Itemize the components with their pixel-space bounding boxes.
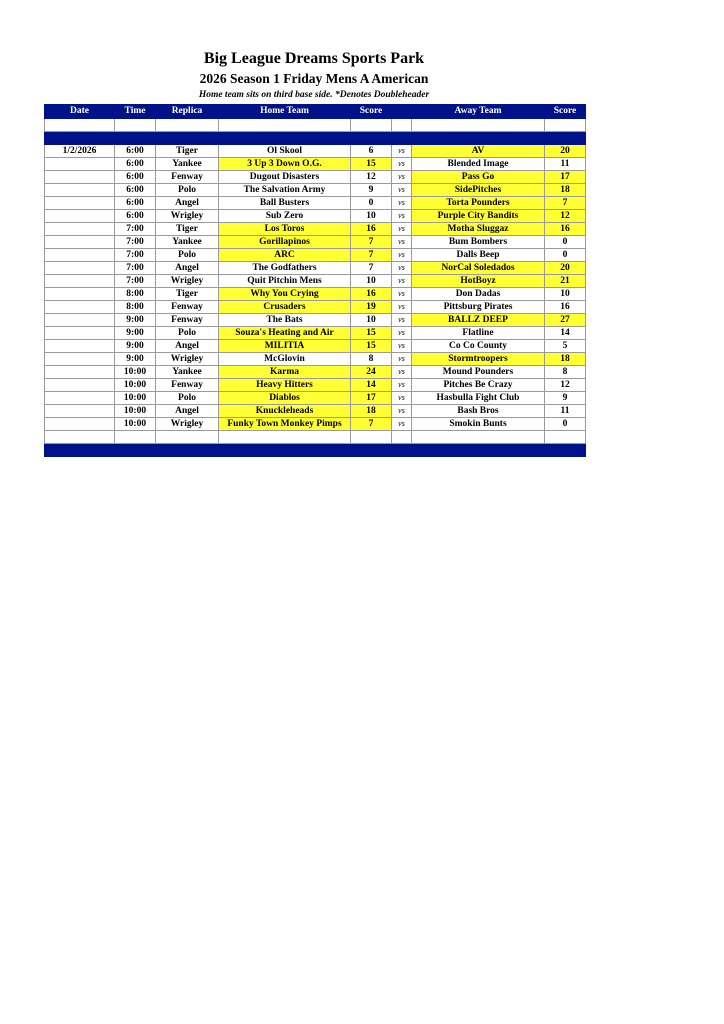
game-row (45, 418, 586, 431)
game-date (45, 171, 115, 184)
home-team: Crusaders (219, 301, 351, 314)
game-time: 6:00 (115, 158, 156, 171)
col-away-score: Score (545, 105, 586, 119)
game-replica: Tiger (156, 288, 219, 301)
vs-label: vs (392, 145, 412, 158)
game-date (45, 288, 115, 301)
vs-label: vs (392, 275, 412, 288)
game-date (45, 340, 115, 353)
vs-label: vs (392, 197, 412, 210)
game-replica: Angel (156, 340, 219, 353)
away-score: 18 (545, 184, 586, 197)
home-score: 7 (351, 262, 392, 275)
game-row (45, 158, 586, 171)
away-team: AV (412, 145, 545, 158)
home-score: 8 (351, 353, 392, 366)
game-row (45, 145, 586, 158)
away-score: 16 (545, 223, 586, 236)
home-team: Diablos (219, 392, 351, 405)
game-date (45, 249, 115, 262)
vs-label: vs (392, 158, 412, 171)
game-replica: Yankee (156, 158, 219, 171)
game-time: 8:00 (115, 301, 156, 314)
vs-label: vs (392, 314, 412, 327)
vs-label: vs (392, 249, 412, 262)
away-team: Mound Pounders (412, 366, 545, 379)
schedule-table (44, 104, 586, 457)
game-date (45, 314, 115, 327)
game-date (45, 301, 115, 314)
away-score: 16 (545, 301, 586, 314)
game-row (45, 340, 586, 353)
home-score: 7 (351, 249, 392, 262)
game-row (45, 223, 586, 236)
vs-label: vs (392, 171, 412, 184)
home-score: 15 (351, 340, 392, 353)
schedule-note: Home team sits on third base side. *Denotes Doubleheader (198, 90, 430, 100)
away-score: 7 (545, 197, 586, 210)
game-time: 7:00 (115, 275, 156, 288)
vs-label: vs (392, 353, 412, 366)
col-time: Time (115, 105, 156, 119)
game-date (45, 327, 115, 340)
home-team: The Bats (219, 314, 351, 327)
away-team: Motha Sluggaz (412, 223, 545, 236)
away-team: Flatline (412, 327, 545, 340)
game-date (45, 184, 115, 197)
game-time: 9:00 (115, 340, 156, 353)
game-replica: Polo (156, 184, 219, 197)
game-replica: Angel (156, 262, 219, 275)
away-score: 21 (545, 275, 586, 288)
home-score: 6 (351, 145, 392, 158)
home-team: McGlovin (219, 353, 351, 366)
game-date (45, 405, 115, 418)
away-score: 11 (545, 405, 586, 418)
away-score: 0 (545, 249, 586, 262)
col-vs (392, 105, 412, 119)
game-replica: Wrigley (156, 418, 219, 431)
away-score: 9 (545, 392, 586, 405)
game-date (45, 366, 115, 379)
away-team: Co Co County (412, 340, 545, 353)
away-score: 12 (545, 379, 586, 392)
col-date: Date (45, 105, 115, 119)
game-time: 6:00 (115, 184, 156, 197)
game-date (45, 275, 115, 288)
away-score: 20 (545, 262, 586, 275)
game-replica: Wrigley (156, 353, 219, 366)
away-score: 11 (545, 158, 586, 171)
game-date (45, 210, 115, 223)
home-team: Why You Crying (219, 288, 351, 301)
home-team: Karma (219, 366, 351, 379)
game-row (45, 405, 586, 418)
home-score: 7 (351, 418, 392, 431)
home-score: 16 (351, 288, 392, 301)
vs-label: vs (392, 223, 412, 236)
away-score: 5 (545, 340, 586, 353)
away-team: Pitches Be Crazy (412, 379, 545, 392)
game-row (45, 275, 586, 288)
away-team: Bum Bombers (412, 236, 545, 249)
game-replica: Fenway (156, 314, 219, 327)
game-time: 10:00 (115, 392, 156, 405)
away-score: 0 (545, 418, 586, 431)
home-score: 14 (351, 379, 392, 392)
away-team: Dalls Beep (412, 249, 545, 262)
home-team: 3 Up 3 Down O.G. (219, 158, 351, 171)
home-team: Los Toros (219, 223, 351, 236)
home-team: Ol Skool (219, 145, 351, 158)
column-header-row (45, 105, 586, 119)
away-team: Blended Image (412, 158, 545, 171)
game-row (45, 249, 586, 262)
home-score: 10 (351, 314, 392, 327)
away-score: 8 (545, 366, 586, 379)
spacer-row (45, 119, 586, 132)
col-home-score: Score (351, 105, 392, 119)
vs-label: vs (392, 210, 412, 223)
schedule-body (45, 119, 586, 457)
home-score: 10 (351, 210, 392, 223)
game-replica: Fenway (156, 301, 219, 314)
game-replica: Angel (156, 197, 219, 210)
game-replica: Polo (156, 327, 219, 340)
vs-label: vs (392, 301, 412, 314)
away-team: Torta Pounders (412, 197, 545, 210)
home-score: 17 (351, 392, 392, 405)
vs-label: vs (392, 379, 412, 392)
away-team: Don Dadas (412, 288, 545, 301)
away-score: 14 (545, 327, 586, 340)
away-team: SidePitches (412, 184, 545, 197)
home-team: Gorillapinos (219, 236, 351, 249)
game-time: 7:00 (115, 249, 156, 262)
home-score: 15 (351, 158, 392, 171)
col-away-team: Away Team (412, 105, 545, 119)
game-time: 6:00 (115, 145, 156, 158)
away-team: Hasbulla Fight Club (412, 392, 545, 405)
game-replica: Tiger (156, 145, 219, 158)
home-score: 16 (351, 223, 392, 236)
home-team: Souza's Heating and Air (219, 327, 351, 340)
game-date: 1/2/2026 (45, 145, 115, 158)
game-row (45, 327, 586, 340)
home-score: 9 (351, 184, 392, 197)
game-time: 8:00 (115, 288, 156, 301)
home-team: Dugout Disasters (219, 171, 351, 184)
home-score: 0 (351, 197, 392, 210)
vs-label: vs (392, 405, 412, 418)
game-date (45, 236, 115, 249)
away-team: HotBoyz (412, 275, 545, 288)
game-replica: Polo (156, 249, 219, 262)
game-date (45, 223, 115, 236)
game-time: 10:00 (115, 405, 156, 418)
away-score: 12 (545, 210, 586, 223)
vs-label: vs (392, 184, 412, 197)
game-replica: Yankee (156, 236, 219, 249)
away-team: Purple City Bandits (412, 210, 545, 223)
home-team: Heavy Hitters (219, 379, 351, 392)
game-time: 9:00 (115, 314, 156, 327)
vs-label: vs (392, 236, 412, 249)
game-row (45, 197, 586, 210)
game-replica: Fenway (156, 171, 219, 184)
vs-label: vs (392, 340, 412, 353)
home-team: The Godfathers (219, 262, 351, 275)
game-date (45, 392, 115, 405)
col-home-team: Home Team (219, 105, 351, 119)
game-replica: Wrigley (156, 275, 219, 288)
game-time: 10:00 (115, 418, 156, 431)
home-score: 15 (351, 327, 392, 340)
home-team: Ball Busters (219, 197, 351, 210)
away-team: Stormtroopers (412, 353, 545, 366)
game-replica: Fenway (156, 379, 219, 392)
home-team: Quit Pitchin Mens (219, 275, 351, 288)
vs-label: vs (392, 418, 412, 431)
vs-label: vs (392, 366, 412, 379)
game-time: 6:00 (115, 171, 156, 184)
home-score: 7 (351, 236, 392, 249)
vs-label: vs (392, 262, 412, 275)
away-score: 17 (545, 171, 586, 184)
game-time: 6:00 (115, 197, 156, 210)
park-title: Big League Dreams Sports Park (203, 50, 425, 67)
game-date (45, 158, 115, 171)
game-replica: Polo (156, 392, 219, 405)
home-score: 19 (351, 301, 392, 314)
col-replica: Replica (156, 105, 219, 119)
away-team: Pittsburg Pirates (412, 301, 545, 314)
game-date (45, 197, 115, 210)
game-row (45, 236, 586, 249)
game-row (45, 262, 586, 275)
game-date (45, 353, 115, 366)
away-score: 10 (545, 288, 586, 301)
game-row (45, 210, 586, 223)
away-team: Pass Go (412, 171, 545, 184)
vs-label: vs (392, 288, 412, 301)
spacer-row (45, 431, 586, 444)
footer-row (45, 444, 586, 457)
away-score: 27 (545, 314, 586, 327)
game-row (45, 301, 586, 314)
game-time: 7:00 (115, 262, 156, 275)
home-team: The Salvation Army (219, 184, 351, 197)
game-replica: Wrigley (156, 210, 219, 223)
game-row (45, 314, 586, 327)
game-row (45, 392, 586, 405)
home-team: Knuckleheads (219, 405, 351, 418)
home-team: MILITIA (219, 340, 351, 353)
game-row (45, 366, 586, 379)
game-row (45, 184, 586, 197)
game-time: 10:00 (115, 379, 156, 392)
home-score: 24 (351, 366, 392, 379)
game-date (45, 379, 115, 392)
home-score: 12 (351, 171, 392, 184)
game-row (45, 171, 586, 184)
home-score: 18 (351, 405, 392, 418)
game-date (45, 418, 115, 431)
game-time: 9:00 (115, 353, 156, 366)
game-date (45, 262, 115, 275)
game-time: 6:00 (115, 210, 156, 223)
away-score: 18 (545, 353, 586, 366)
divider-row (45, 132, 586, 145)
game-replica: Tiger (156, 223, 219, 236)
game-time: 7:00 (115, 236, 156, 249)
game-time: 10:00 (115, 366, 156, 379)
game-replica: Angel (156, 405, 219, 418)
away-team: Smokin Bunts (412, 418, 545, 431)
game-row (45, 353, 586, 366)
away-score: 0 (545, 236, 586, 249)
away-team: NorCal Soledados (412, 262, 545, 275)
vs-label: vs (392, 327, 412, 340)
vs-label: vs (392, 392, 412, 405)
home-team: ARC (219, 249, 351, 262)
game-time: 7:00 (115, 223, 156, 236)
home-score: 10 (351, 275, 392, 288)
game-time: 9:00 (115, 327, 156, 340)
home-team: Funky Town Monkey Pimps (219, 418, 351, 431)
season-title: 2026 Season 1 Friday Mens A American (199, 71, 429, 86)
away-score: 20 (545, 145, 586, 158)
away-team: BALLZ DEEP (412, 314, 545, 327)
away-team: Bash Bros (412, 405, 545, 418)
home-team: Sub Zero (219, 210, 351, 223)
game-row (45, 288, 586, 301)
game-replica: Yankee (156, 366, 219, 379)
game-row (45, 379, 586, 392)
